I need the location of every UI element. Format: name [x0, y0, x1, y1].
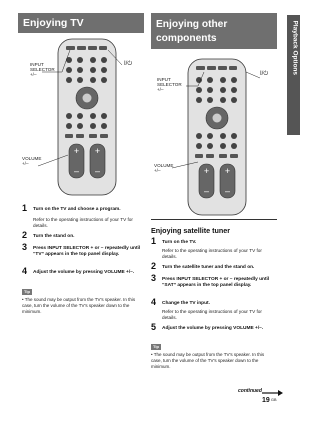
- right-section-title: Enjoying other components: [156, 19, 228, 44]
- right-section-header: [151, 13, 277, 49]
- svg-text:+: +: [73, 146, 80, 156]
- left-step-number: 2: [22, 230, 28, 240]
- right-step-text: Adjust the volume by pressing VOLUME +/–.: [162, 326, 264, 331]
- right-step-number: 4: [151, 297, 157, 307]
- right-subheading: Enjoying satellite tuner: [151, 226, 231, 235]
- right-step-text: Turn on the TV.: [162, 240, 197, 245]
- continued-arrow-icon: [262, 389, 284, 397]
- left-volume-label: VOLUME +/–: [22, 156, 42, 167]
- left-step-detail: Refer to the operating instructions of your TV for details.: [33, 217, 133, 228]
- right-step-text: Press INPUT SELECTOR + or – repeatedly until “SAT” appears in the top panel display.: [162, 277, 270, 288]
- svg-text:+: +: [94, 146, 101, 156]
- left-step-number: 3: [22, 242, 28, 252]
- left-step-text: Adjust the volume by pressing VOLUME +/–.: [33, 270, 135, 275]
- svg-text:–: –: [94, 166, 101, 176]
- right-step-text: Change the TV input.: [162, 301, 210, 306]
- left-tip-badge: Tip: [24, 289, 30, 294]
- right-step-number: 5: [151, 322, 157, 332]
- left-input-selector-label: INPUT SELECTOR +/–: [30, 62, 55, 78]
- right-step-text: Turn the satellite tuner and the stand on.: [162, 265, 255, 270]
- left-step-number: 1: [22, 203, 28, 213]
- svg-text:–: –: [224, 186, 231, 196]
- svg-text:–: –: [73, 166, 80, 176]
- svg-text:+: +: [203, 166, 210, 176]
- right-step-detail: Refer to the operating instructions of your TV for details.: [162, 248, 262, 259]
- left-step-text: Turn on the TV and choose a program.: [33, 207, 121, 212]
- left-tip-text: • The sound may be output from the TV’s speaker. In this case, turn the volume of the TV’s speaker down to the minimum.: [22, 297, 136, 314]
- continued-label: continued: [238, 388, 262, 394]
- right-volume-label: VOLUME +/–: [154, 163, 174, 174]
- right-step-number: 3: [151, 273, 157, 283]
- left-section-header: [18, 13, 144, 33]
- right-step-number: 1: [151, 236, 157, 246]
- left-step-text: Turn the stand on.: [33, 234, 75, 239]
- left-section-title: Enjoying TV: [23, 17, 84, 29]
- right-tip-badge: Tip: [153, 344, 159, 349]
- svg-text:+: +: [224, 166, 231, 176]
- left-power-label: I/⏻: [124, 61, 133, 67]
- right-step-detail: Refer to the operating instructions of your TV for details.: [162, 309, 262, 320]
- right-power-label: I/⏻: [260, 71, 269, 77]
- section-side-tab: [287, 15, 300, 135]
- svg-text:–: –: [203, 186, 210, 196]
- section-side-tab-label: Playback Options: [292, 20, 299, 75]
- left-step-text: Press INPUT SELECTOR + or – repeatedly until “TV” appears in the top panel display.: [33, 246, 141, 257]
- right-tip-text: • The sound may be output from the TV’s speaker. In this case, turn the volume of the TV’s speaker down to the minimum.: [151, 352, 265, 369]
- right-step-number: 2: [151, 261, 157, 271]
- page-number: 19: [262, 397, 270, 404]
- page-number-suffix: GB: [271, 398, 277, 402]
- right-input-selector-label: INPUT SELECTOR +/–: [157, 77, 182, 93]
- left-step-number: 4: [22, 266, 28, 276]
- right-subheading-divider: [151, 219, 277, 220]
